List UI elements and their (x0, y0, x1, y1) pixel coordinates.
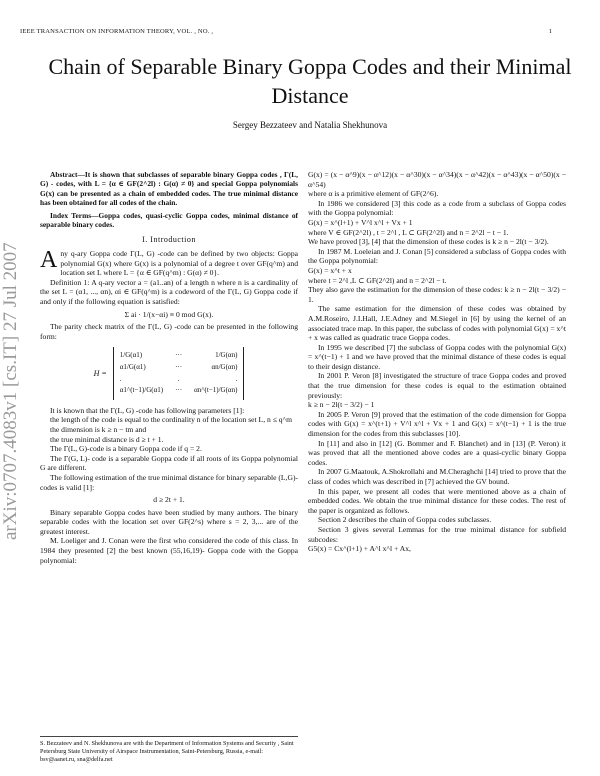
where-1987: where t = 2^l ,L ⊂ GF(2^2l) and n = 2^2l − t. (308, 275, 447, 285)
estimation-equation: d ≥ 2t + 1. (153, 495, 185, 505)
matrix-row (120, 386, 238, 396)
matrix-cell: ··· (175, 351, 183, 360)
matrix-label: H = (93, 368, 107, 378)
paragraph-roseiro: The same estimation for the dimension of these codes was obtained by A.M.Roseiro, J.I.Hall, J.E.Adney and M.Siegel in [6] by using the kernel of an associated trace map. In this paper, the subclass of codes with polynomial G(x) = x^t + x was called as quadratic trace Goppa codes. (308, 304, 566, 343)
section-heading-introduction: I. Introduction (142, 235, 196, 245)
goppa-polynomial-1984: G(x) = (x − α^9)(x − α^12)(x − α^30)(x − α^34)(x − α^42)(x − α^43)(x − α^50)(x − α^54) (308, 170, 566, 189)
param-distance: the true minimal distance is d ≥ t + 1. (50, 434, 164, 444)
paragraph-section-2: Section 2 describes the chain of Goppa codes subclasses. (318, 515, 492, 525)
definition-equation: Σ ai · 1/(x−αi) ≡ 0 mod G(x). (124, 309, 214, 319)
params-intro: It is known that the Γ(L, G) -code has following parameters [1]: (50, 405, 245, 415)
matrix-cell: . (235, 374, 238, 383)
paragraph-1995: In 1995 we described [7] the subclass of Goppa codes with the polynomial G(x) = x^(t−1) + 1 and we have proved that the minimal distance of these codes is equal to their design distance. (308, 342, 566, 371)
primitive-element-note: where α is a primitive element of GF(2^6). (308, 189, 439, 199)
studied-paragraph: Binary separable Goppa codes have been studied by many authors. The binary separable codes with the location set over GF(2^s) where s = 2, 3,... are of the greatest interest. (40, 507, 298, 536)
left-column (40, 170, 298, 565)
right-column (308, 170, 566, 554)
matrix-cell: . (177, 374, 180, 383)
paragraph-2005: In 2005 P. Veron [9] proved that the estimation of the code dimension for Goppa codes with G(x) = x^(t+1) + V^l x^l + Vx + 1 and G(x) = x^(t−1) + 1 is the true dimension for the codes from this subclasses [10]. (308, 409, 566, 439)
matrix-cell: 1/G(α1) (119, 351, 143, 360)
page-number: 1 (548, 28, 552, 35)
matrix-cell: 1/G(αn) (215, 351, 238, 360)
parity-check-matrix (40, 347, 298, 399)
drop-cap: A (40, 247, 58, 274)
matrix-row (120, 363, 238, 373)
matrix-cell: αn^(t−1)/G(αn) (194, 386, 238, 395)
matrix-row (120, 375, 238, 385)
arxiv-stamp: arXiv:0707.4083v1 [cs.IT] 27 Jul 2007 (0, 242, 21, 540)
paragraph-2007: In 2007 G.Maatouk, A.Shokrollahi and M.Cheraghchi [14] tried to prove that the class of codes which was described in [7] achieved the GV bound. (308, 467, 566, 486)
paragraph-1987: In 1987 M. Loeleian and J. Conan [5] considered a subclass of Goppa codes with the Goppa polynomial: (308, 246, 566, 266)
equation-g5: G5(x) = Cx^(l+1) + A^l x^l + Ax, (308, 544, 411, 554)
paragraph-this-paper: In this paper, we present all codes that were mentioned above as a chain of embedded codes. We obtain the true minimal distance for these codes. The rest of the paper is organized as follows. (308, 486, 566, 515)
estimation-text: The following estimation of the true minimal distance for binary separable (L,G)-codes is valid [1]: (40, 472, 298, 492)
separable-definition: The Γ(G, L)- code is a separable Goppa code if all roots of its Goppa polynomial G are different. (40, 453, 298, 473)
paragraph-refs-11-12: In [11] and also in [12] (G. Bommer and F. Blanchet) and in [13] (P. Veron) it was proved that all the mentioned above codes are a quasi-cyclic binary Goppa codes. (308, 438, 566, 467)
matrix-body (113, 347, 245, 399)
matrix-cell: ··· (175, 386, 183, 395)
binary-definition: The Γ(L, G)-code is a binary Goppa code if q = 2. (50, 444, 202, 454)
paragraph-1986: In 1986 we considered [3] this code as a code from a subclass of Goppa codes with the Goppa polynomial: (308, 198, 566, 218)
proved-1986: We have proved [3], [4] that the dimension of these codes is k ≥ n − 2l(t − 3/2). (308, 237, 549, 247)
index-terms: Index Terms—Goppa codes, quasi-cyclic Goppa codes, minimal distance of separable binary codes. (40, 210, 298, 230)
estimation-1987: They also gave the estimation for the dimension of these codes: k ≥ n − 2l(t − 3/2) − 1. (308, 285, 566, 304)
loeliger-paragraph: M. Loeliger and J. Conan were the first who considered the code of this class. In 1984 they presented [2] the best known (55,16,19)- Goppa code with the Goppa polynomial: (40, 536, 298, 565)
intro-paragraph: ny q-ary Goppa code Γ(L, G) -code can be defined by two objects: Goppa polynomial G(x) where G(x) is a polynomial of a degree t over GF(q^m) and location set L where L = {α ∈ GF(q^m) : G(α) ≠ 0}. (60, 249, 298, 278)
matrix-cell: αn/G(αn) (211, 362, 238, 371)
paragraph-section-3: Section 3 gives several Lemmas for the true minimal distance for subfield subcodes: (308, 524, 566, 544)
paper-title: Chain of Separable Binary Goppa Codes and their Minimal Distance (48, 54, 572, 108)
parity-check-text: The parity check matrix of the Γ(L, G) -code can be presented in the following form: (40, 322, 298, 341)
author-footnote: S. Bezzateev and N. Shekhunova are with the Department of Information Systems and Security , Saint Petersburg State University of Airspace Instrumentation, Saint-Petersburg, Russia, e-mail: bsv@aanet.ru, sna@delfa.net (40, 736, 298, 763)
equation-2001: k ≥ n − 2l(t − 3/2) − 1 (308, 400, 375, 410)
param-length: the length of the code is equal to the cordinality n of the location set L, n ≤ q^m (50, 415, 293, 425)
paper-authors: Sergey Bezzateev and Natalia Shekhunova (232, 120, 388, 130)
matrix-cell: α1^(t−1)/G(α1) (119, 386, 164, 395)
param-dimension: the dimension is k ≥ n − tm and (50, 424, 147, 434)
paragraph-2001: In 2001 P. Veron [8] investigated the structure of trace Goppa codes and proved that the true dimension for these codes is equal to the estimation obtained previously: (308, 371, 566, 400)
running-header: IEEE TRANSACTION ON INFORMATION THEORY, VOL. , NO. , (20, 28, 214, 35)
abstract: Abstract—It is shown that subclasses of separable binary Goppa codes , Γ(L, G) - codes, with L = {α ∈ GF(2^2l) : G(α) ≠ 0} and special Goppa polynomials G(x) can be presented as a chain of embedded codes. The true minimal distance has been obtained for all codes of the chain. (40, 170, 298, 208)
matrix-row (120, 351, 238, 361)
matrix-cell: ··· (175, 362, 183, 371)
where-1986: where V ∈ GF(2^2l) , t = 2^l , L ⊂ GF(2^2l) and n = 2^2l − t − 1. (308, 227, 509, 237)
definition-1: Definition 1: A q-ary vector a = (a1..an) of a length n where n is a cardinality of the set L = (α1, ..., αn), αi ∈ GF(q^m) is a codeword of the Γ(L, G) Goppa code if and only if the following equation is satisfied: (40, 277, 298, 306)
equation-1987: G(x) = x^t + x (308, 265, 352, 275)
equation-1986: G(x) = x^(l+1) + V^l x^l + Vx + 1 (308, 217, 413, 227)
matrix-cell: α1/G(α1) (119, 362, 146, 371)
matrix-cell: . (119, 374, 122, 383)
